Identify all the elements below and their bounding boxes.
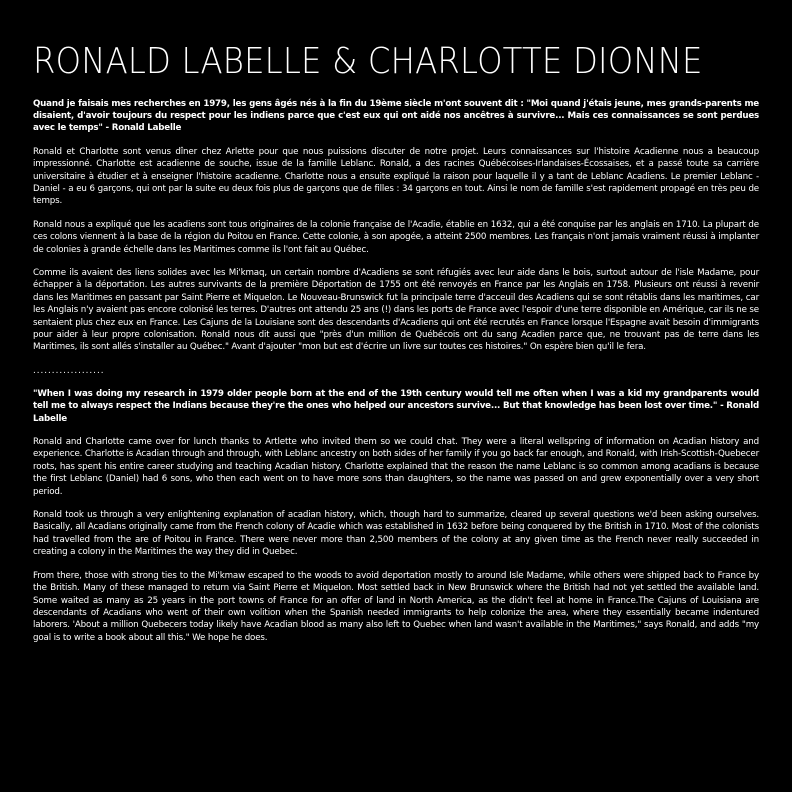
- english-paragraph-3: From there, those with strong ties to the Mi'kmaw escaped to the woods to avoid deportation mostly to around Isle Madame, while others were shipped back to France by the British. Many of these managed to return via Saint Pierre et Miquelon. Most settled back in New Brunswick where the British had not yet settled the available land. Some waited as many as 25 years in the port towns of France for an offer of land in North America, as the didn't feel at home in France.The Cajuns of Louisiana are descendants of Acadians who went of their own volition when the Spanish needed immigrants to help colonize the area, where they essentially became indentured laborers. 'About a million Quebecers today likely have Acadian blood as many also left to Quebec when land wasn't available in the Maritimes," says Ronald, and adds "my goal is to write a book about all this." We hope he does.: [33, 570, 759, 643]
- english-quote: "When I was doing my research in 1979 older people born at the end of the 19th century would tell me often when I was a kid my grandparents would tell me to always respect the Indians because they're the ones who helped our ancestors survive... But that knowledge has been lost over time." - Ronald Labelle: [33, 388, 759, 424]
- page-title: RONALD LABELLE & CHARLOTTE DIONNE: [33, 41, 703, 82]
- english-paragraph-2: Ronald took us through a very enlightening explanation of acadian history, which, though hard to summarize, cleared up several questions we'd been asking ourselves. Basically, all Acadians originally came from the French colony of Acadie which was established in 1632 before being conquered by the British in 1710. Most of the colonists had travelled from the are of Poitou in France. There were never more than 2,500 members of the colony at any given time as the French never really succeeded in creating a colony in the Maritimes the way they did in Quebec.: [33, 510, 759, 558]
- section-divider: ...................: [33, 365, 105, 376]
- french-paragraph-1: Ronald et Charlotte sont venus dîner chez Arlette pour que nous puissions discuter de notre projet. Leurs connaissances sur l'histoire Acadienne nous a beaucoup impressionné. Charlotte est acadienne de souche, issue de la famille Leblanc. Ronald, a des racines Québécoises-Irlandaises-Écossaises, et a passé toute sa carrière universitaire à étudier et à enseigner l'histoire acadienne. Charlotte nous a ensuite expliqué la raison pour laquelle il y a tant de Leblanc Acadiens. Le premier Leblanc - Daniel - a eu 6 garçons, qui ont par la suite eu deux fois plus de garçons que de filles : 34 garçons en tout. Ainsi le nom de famille s'est rapidement propagé en très peu de temps.: [33, 146, 759, 207]
- french-quote: Quand je faisais mes recherches en 1979, les gens âgés nés à la fin du 19ème siècle m'ont souvent dit : "Moi quand j'étais jeune, mes grands-parents me disaient, d'avoir toujours du respect pour les indiens parce que c'est eux qui ont aidé nos ancêtres à survivre... Mais ces connaissances se sont perdues avec le temps" - Ronald Labelle: [33, 98, 759, 134]
- french-paragraph-3: Comme ils avaient des liens solides avec les Mi'kmaq, un certain nombre d'Acadiens se sont réfugiés avec leur aide dans le bois, surtout autour de l'isle Madame, pour échapper à la déportation. Les autres survivants de la première Déportation de 1755 ont été renvoyés en France par les Anglais en 1758. Plusieurs ont réussi à revenir dans les Maritimes en passant par Saint Pierre et Miquelon. Le Nouveau-Brunswick fut la principale terre d'acceuil des Acadiens qui se sont rétablis dans les maritimes, car les Anglais n'y avaient pas encore colonisé les terres. D'autres ont attendu 25 ans (!) dans les ports de France avec l'espoir d'une terre disponible en Amérique, car ils ne se sentaient plus chez eux en France. Les Cajuns de la Louisiane sont des descendants d'Acadiens qui ont été recrutés en France lorsque l'Espagne avait besoin d'immigrants pour aider à leur propre colonisation. Ronald nous dit aussi que "près d'un million de Québécois ont du sang Acadien parce que, ne trouvant pas de terre dans les Maritimes, ils sont allés s'installer au Québec." Avant d'ajouter "mon but est d'écrire un livre sur toutes ces histoires." On espère bien qu'il le fera.: [33, 267, 759, 353]
- french-paragraph-2: Ronald nous a expliqué que les acadiens sont tous originaires de la colonie française de l'Acadie, établie en 1632, qui a été conquise par les anglais en 1710. La plupart de ces colons viennent à la base de la région du Poitou en France. Cette colonie, à son apogée, a atteint 2500 membres. Les français n'ont jamais vraiment réussi à implanter de colonies à grande échelle dans les Maritimes comme ils l'ont fait au Québec.: [33, 219, 759, 255]
- english-paragraph-1: Ronald and Charlotte came over for lunch thanks to Artlette who invited them so we could chat. They were a literal wellspring of information on Acadian history and experience. Charlotte is Acadian through and through, with Leblanc ancestry on both sides of her family if you go back far enough, and Ronald, with Irish-Scottish-Quebecer roots, has spent his entire career studying and teaching Acadian history. Charlotte explained that the reason the name Leblanc is so common among acadians is because the first Leblanc (Daniel) had 6 sons, who then each went on to have more sons than daughters, so the name was passed on and grew exponentially over a very short period.: [33, 437, 759, 497]
